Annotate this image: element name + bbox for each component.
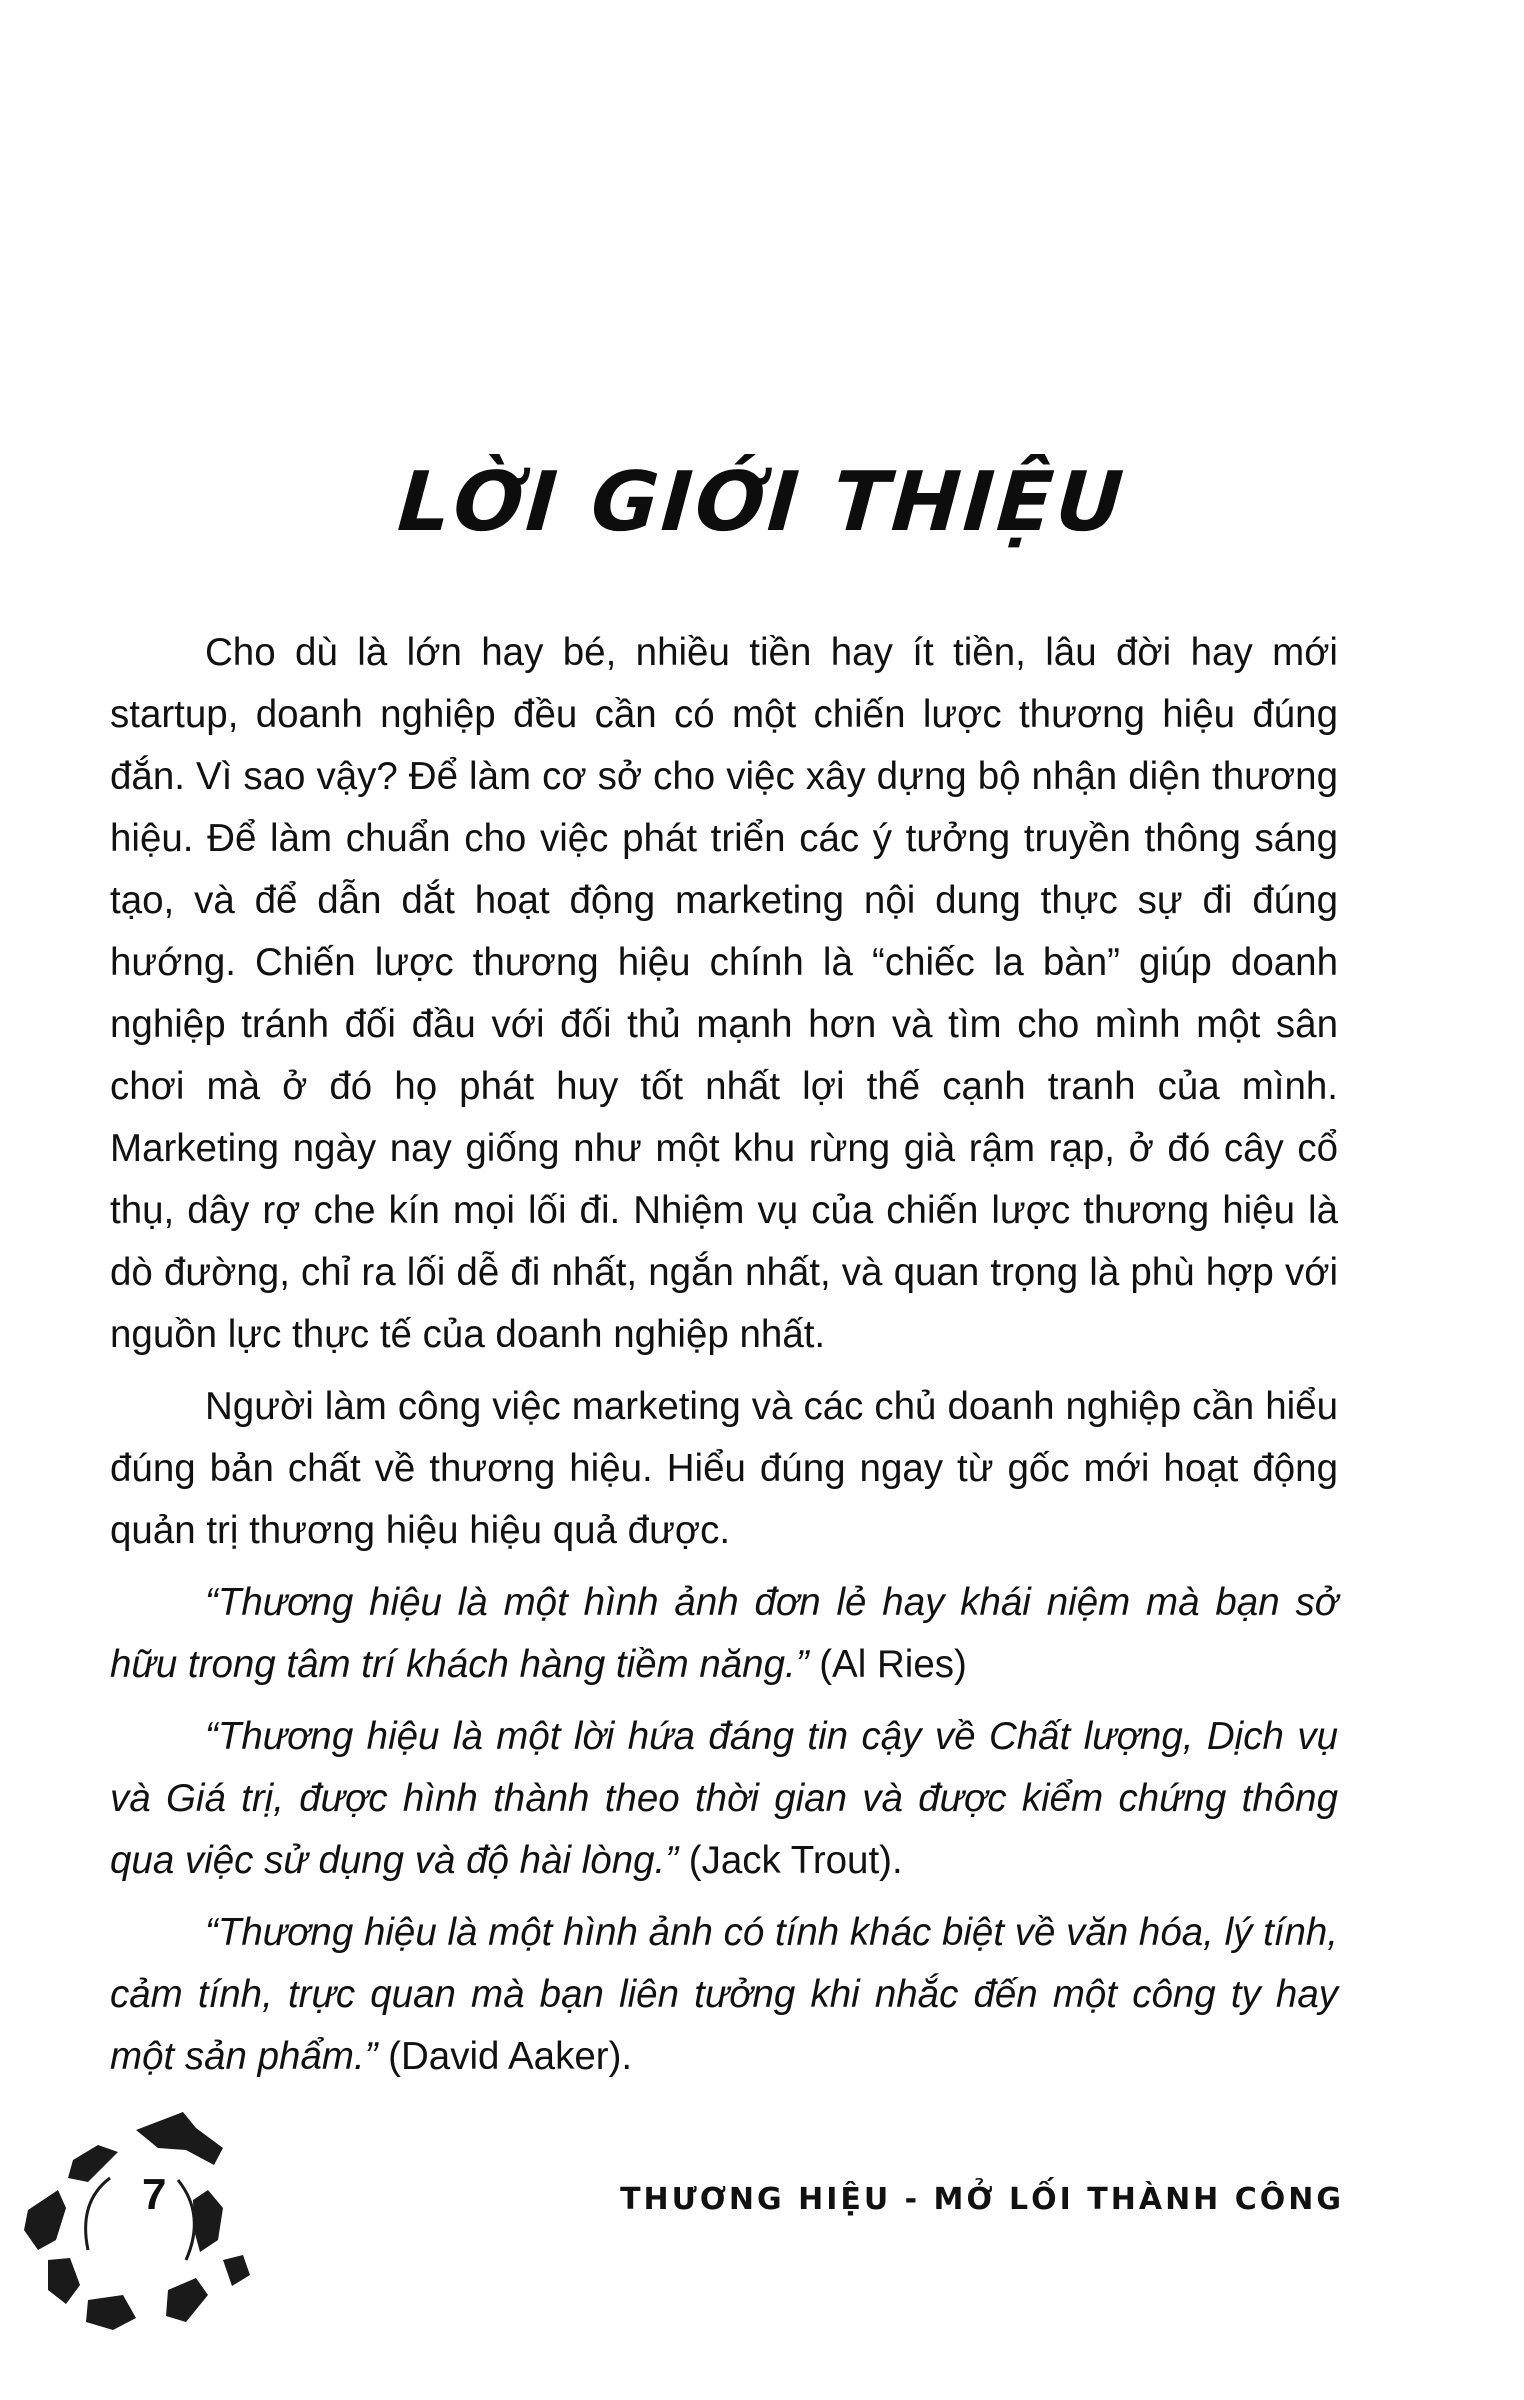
page-number: 7 xyxy=(142,2170,167,2219)
quote-text: “Thương hiệu là một hình ảnh đơn lẻ hay khái niệm mà bạn sở hữu trong tâm trí khách hàng tiềm năng.” xyxy=(110,1581,1338,1686)
quote-author: (David Aaker). xyxy=(377,2035,633,2078)
quote xyxy=(110,1902,1338,2088)
quote-author: (Al Ries) xyxy=(808,1643,967,1686)
running-title: THƯƠNG HIỆU - MỞ LỐI THÀNH CÔNG xyxy=(620,2182,1344,2217)
quote-text: “Thương hiệu là một hình ảnh có tính khác biệt về văn hóa, lý tính, cảm tính, trực quan mà bạn liên tưởng khi nhắc đến một công ty hay một sản phẩm.” xyxy=(110,1911,1338,2078)
body-text xyxy=(110,622,1338,2098)
quote-author: (Jack Trout). xyxy=(678,1839,903,1882)
paragraph: Người làm công việc marketing và các chủ doanh nghiệp cần hiểu đúng bản chất về thương hiệu. Hiểu đúng ngay từ gốc mới hoạt động quản trị thương hiệu hiệu quả được. xyxy=(110,1385,1338,1552)
quote xyxy=(110,1572,1338,1696)
quote xyxy=(110,1706,1338,1892)
quote-text: “Thương hiệu là một lời hứa đáng tin cậy về Chất lượng, Dịch vụ và Giá trị, được hình thành theo thời gian và được kiểm chứng thông qua việc sử dụng và độ hài lòng.” xyxy=(110,1715,1338,1882)
paragraph: Cho dù là lớn hay bé, nhiều tiền hay ít tiền, lâu đời hay mới startup, doanh nghiệp đều cần có một chiến lược thương hiệu đúng đắn. Vì sao vậy? Để làm cơ sở cho việc xây dựng bộ nhận diện thương hiệu. Để làm chuẩn cho việc phát triển các ý tưởng truyền thông sáng tạo, và để dẫn dắt hoạt động marketing nội dung thực sự đi đúng hướng. Chiến lược thương hiệu chính là “chiếc la bàn” giúp doanh nghiệp tránh đối đầu với đối thủ mạnh hơn và tìm cho mình một sân chơi mà ở đó họ phát huy tốt nhất lợi thế cạnh tranh của mình. Marketing ngày nay giống như một khu rừng già rậm rạp, ở đó cây cổ thụ, dây rợ che kín mọi lối đi. Nhiệm vụ của chiến lược thương hiệu là dò đường, chỉ ra lối dễ đi nhất, ngắn nhất, và quan trọng là phù hợp với nguồn lực thực tế của doanh nghiệp nhất. xyxy=(110,631,1338,1356)
page-title: LỜI GIỚI THIỆU xyxy=(395,454,1129,550)
